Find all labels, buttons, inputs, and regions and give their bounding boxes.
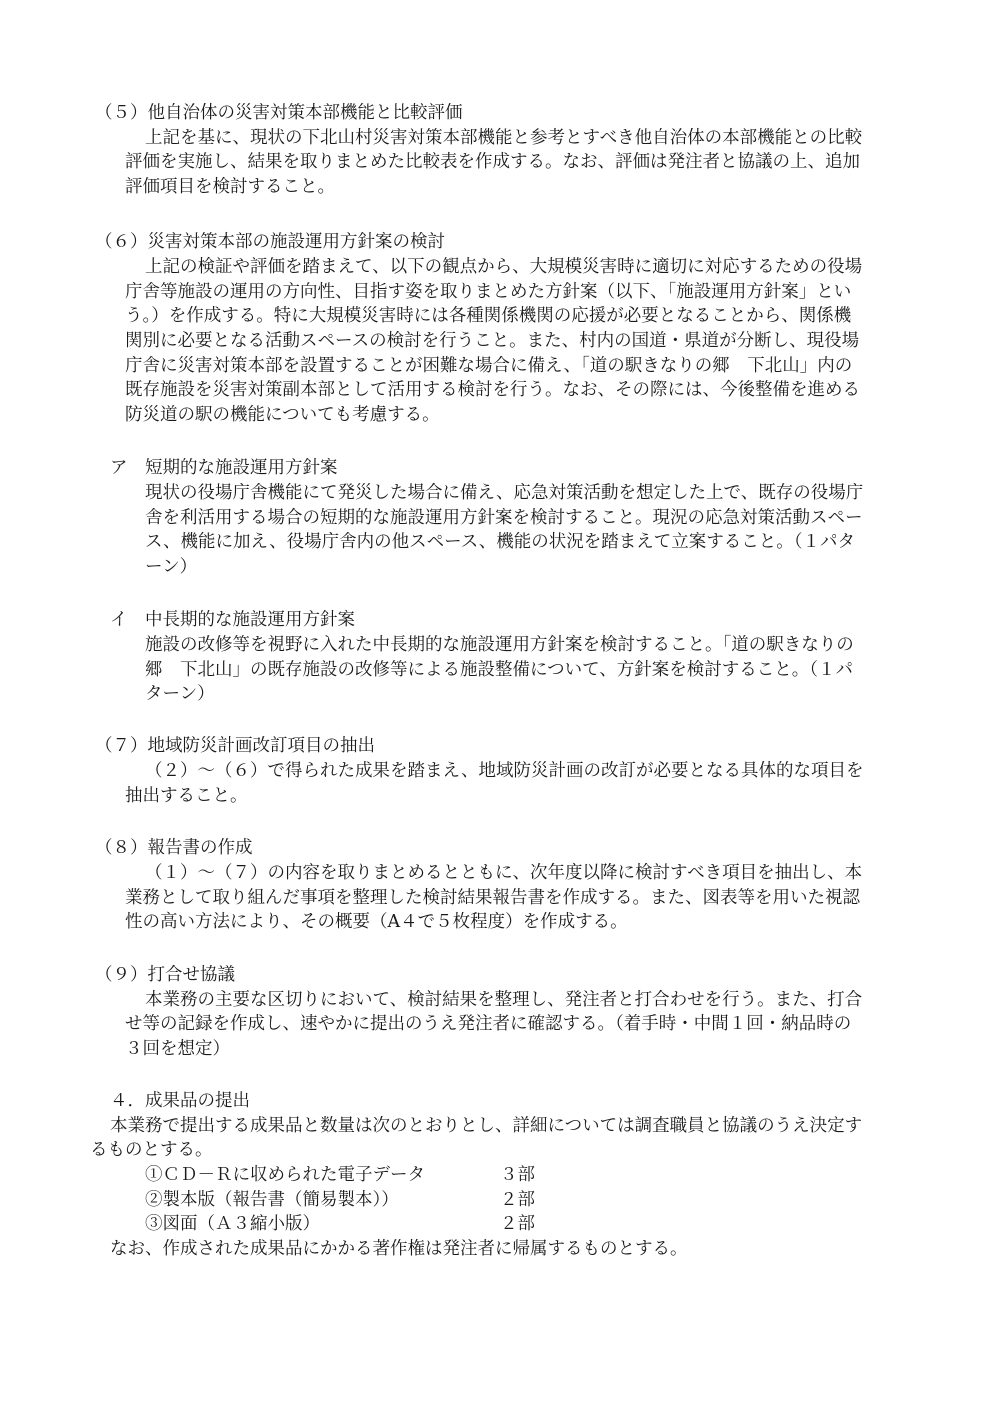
section-8-heading: （８）報告書の作成 (95, 838, 253, 858)
subsection-a-line-3: ス、機能に加え、役場庁舎内の他スペース、機能の状況を踏まえて立案すること。（１パタ (145, 532, 855, 552)
section-6-line-6: 既存施設を災害対策副本部として活用する検討を行う。なお、その際には、今後整備を進める (125, 380, 860, 400)
section-8-line-3: 性の高い方法により、その概要（A４で５枚程度）を作成する。 (125, 912, 628, 932)
section-4-closing: なお、作成された成果品にかかる著作権は発注者に帰属するものとする。 (110, 1239, 688, 1259)
section-7-heading: （７）地域防災計画改訂項目の抽出 (95, 736, 375, 756)
deliverable-3-name: ③図面（Ａ３縮小版） (145, 1214, 320, 1234)
section-5-line-3: 評価項目を検討すること。 (125, 177, 335, 197)
section-6-line-5: 庁舎に災害対策本部を設置することが困難な場合に備え、「道の駅きなりの郷 下北山」内の (125, 356, 853, 376)
section-9-line-1: 本業務の主要な区切りにおいて、検討結果を整理し、発注者と打合わせを行う。また、打合 (145, 990, 863, 1010)
section-5-heading: （５）他自治体の災害対策本部機能と比較評価 (95, 103, 463, 123)
subsection-i-line-1: 施設の改修等を視野に入れた中長期的な施設運用方針案を検討すること。「道の駅きなりの (145, 635, 854, 655)
section-9-heading: （９）打合せ協議 (95, 965, 235, 985)
section-5-line-2: 評価を実施し、結果を取りまとめた比較表を作成する。なお、評価は発注者と協議の上、追加 (125, 152, 860, 172)
section-7-line-1: （２）～（６）で得られた成果を踏まえ、地域防災計画の改訂が必要となる具体的な項目を (145, 761, 864, 781)
subsection-a-heading: ア 短期的な施設運用方針案 (110, 458, 338, 478)
deliverable-3-qty: ２部 (500, 1214, 535, 1234)
section-4-line-1: 本業務で提出する成果品と数量は次のとおりとし、詳細については調査職員と協議のうえ決定す (110, 1116, 863, 1136)
section-7-line-2: 抽出すること。 (125, 786, 248, 806)
deliverable-2-qty: ２部 (500, 1190, 535, 1210)
section-4-line-2: るものとする。 (90, 1140, 213, 1160)
subsection-i-line-2: 郷 下北山」の既存施設の改修等による施設整備について、方針案を検討すること。（１パ (145, 660, 854, 680)
section-9-line-2: せ等の記録を作成し、速やかに提出のうえ発注者に確認する。（着手時・中間１回・納品時の (125, 1014, 852, 1034)
section-5-line-1: 上記を基に、現状の下北山村災害対策本部機能と参考とすべき他自治体の本部機能との比較 (145, 128, 863, 148)
section-6-heading: （６）災害対策本部の施設運用方針案の検討 (95, 232, 445, 252)
subsection-i-line-3: ターン） (145, 684, 215, 704)
section-6-line-4: 関別に必要となる活動スペースの検討を行うこと。また、村内の国道・県道が分断し、現役場 (125, 331, 860, 351)
section-4-heading: ４．成果品の提出 (110, 1091, 250, 1111)
subsection-i-heading: イ 中長期的な施設運用方針案 (110, 610, 355, 630)
subsection-a-line-2: 舎を利活用する場合の短期的な施設運用方針案を検討すること。現況の応急対策活動スペー (145, 508, 863, 528)
section-8-line-1: （１）～（７）の内容を取りまとめるとともに、次年度以降に検討すべき項目を抽出し、本 (145, 863, 863, 883)
section-6-line-2: 庁舎等施設の運用の方向性、目指す姿を取りまとめた方針案（以下、「施設運用方針案」とい (125, 282, 852, 302)
section-9-line-3: ３回を想定） (125, 1039, 230, 1059)
deliverable-1-qty: ３部 (500, 1165, 535, 1185)
subsection-a-line-1: 現状の役場庁舎機能にて発災した場合に備え、応急対策活動を想定した上で、既存の役場庁 (145, 483, 864, 503)
deliverable-1-name: ①ＣＤ－Ｒに収められた電子データ (145, 1165, 425, 1185)
subsection-a-line-4: ーン） (145, 557, 198, 577)
section-6-line-7: 防災道の駅の機能についても考慮する。 (125, 405, 440, 425)
section-6-line-3: う。）を作成する。特に大規模災害時には各種関係機関の応援が必要となることから、関係機 (125, 306, 852, 326)
deliverable-2-name: ②製本版（報告書（簡易製本）） (145, 1190, 399, 1210)
section-8-line-2: 業務として取り組んだ事項を整理した検討結果報告書を作成する。また、図表等を用いた視認 (125, 888, 860, 908)
section-6-line-1: 上記の検証や評価を踏まえて、以下の観点から、大規模災害時に適切に対応するための役場 (145, 257, 863, 277)
